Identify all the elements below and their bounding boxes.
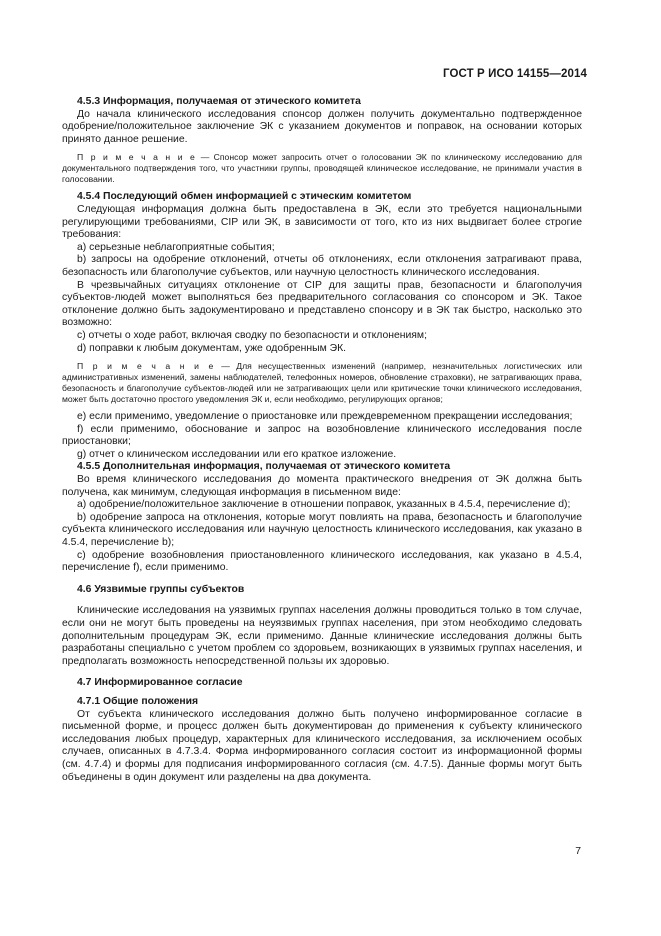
note-label: П р и м е ч а н и е [77,361,215,372]
section-4-5-4-intro: Следующая информация должна быть предоставлена в ЭК, если это требуется национальными регулирующими требованиями, CIP или ЭК, в зависимости от того, кто из них выдвигает более строгие требования: [62,203,582,241]
section-4-5-4-paragraph: В чрезвычайных ситуациях отклонение от CIP для защиты прав, безопасности и благополучия субъектов-людей может выполняться без предварительного согласования со спонсором и ЭК. Такое отклонение должно быть задокументировано и представлено спонсору и в ЭК так быстро, насколько это возможно: [62,279,582,329]
section-4-5-4-heading: 4.5.4 Последующий обмен информацией с этическим комитетом [77,191,412,203]
document-header: ГОСТ Р ИСО 14155—2014 [442,68,587,80]
section-4-5-5-heading: 4.5.5 Дополнительная информация, получаемая от этического комитета [77,461,451,473]
note-text: — Спонсор может запросить отчет о голосовании ЭК по клиническому исследованию для документального подтверждения того, что участники группы, проводящей клиническое исследование, не принимали участия в голосовании. [62,152,582,185]
section-4-7-1-heading: 4.7.1 Общие положения [77,695,199,707]
page-content [62,96,582,784]
section-4-7-heading: 4.7 Информированное согласие [77,677,243,689]
section-4-5-3-note [62,152,582,185]
page-number: 7 [575,846,581,857]
list-item-c: c) отчеты о ходе работ, включая сводку по безопасности и отклонениям; [77,329,427,341]
section-4-6-heading: 4.6 Уязвимые группы субъектов [77,583,245,595]
list-item-a: a) серьезные неблагоприятные события; [77,241,275,253]
list-item-c: c) одобрение возобновления приостановленного клинического исследования, как указано в 4.5.4, перечисление f), если применимо. [62,549,582,574]
list-item-b: b) запросы на одобрение отклонений, отчеты об отклонениях, если отклонения затрагивают права, безопасность или благополучие субъектов, или научную целостность клинического исследования. [62,254,582,278]
section-4-7-1-paragraph: От субъекта клинического исследования должно быть получено информированное согласие в письменной форме, и процесс должен быть документирован до применения к субъекту клинического исследования любых процедур, характерных для клинического исследования, за исключением особых случаев, описанных в 4.7.3.4. Форма информированного согласия состоит из информационной формы (см. 4.7.4) и формы для подписания информированного согласия (см. 4.7.5). Данные формы могут быть объединены в один документ или разделены на два документа. [62,708,582,783]
list-item-a: a) одобрение/положительное заключение в отношении поправок, указанных в 4.5.4, перечисление d); [77,499,571,511]
section-4-6-paragraph: Клинические исследования на уязвимых группах населения должны проводиться только в том случае, если они не могут быть проведены на неуязвимых группах населения, при этом необходимо следовать дополнительным процедурам ЭК, если применимо. Данные клинические исследования должны быть разработаны специально с учетом проблем со здоровьем, возникающих в уязвимых группах населения, и предполагать возможность непосредственной пользы их здоровью. [62,605,582,667]
list-item-f: f) если применимо, обоснование и запрос на возобновление клинического исследования после приостановки; [62,423,582,448]
section-4-5-5-intro: Во время клинического исследования до момента практического внедрения от ЭК должна быть получена, как минимум, следующая информация в письменном виде: [62,474,582,498]
list-item-d: d) поправки к любым документам, уже одобренным ЭК. [77,342,347,354]
list-item-e: e) если применимо, уведомление о приостановке или преждевременном прекращении исследования; [77,411,573,423]
list-item-b: b) одобрение запроса на отклонения, которые могут повлиять на права, безопасность и благополучие субъекта клинического исследования или научную целостность клинического исследования, как указано в 4.5.4, перечисление b); [62,511,582,549]
section-4-5-3-heading: 4.5.3 Информация, получаемая от этического комитета [77,96,361,107]
note-text: — Для несущественных изменений (например, незначительных логистических или административных изменений, замены наблюдателей, телефонных номеров, обновление страховки), не затрагивающих права, безопасность и благополучие субъектов-людей или не затрагивающих цели или критические точки клинического исследования, может быть достаточно простого уведомления ЭК и, если необходимо, регулирующих органов; [62,361,582,405]
section-4-5-3-paragraph: До начала клинического исследования спонсор должен получить документально подтвержденное одобрение/положительное заключение ЭК с указанием документов и поправок, на основании которых принято данное решение. [62,108,582,145]
section-4-5-4-note [62,361,582,405]
list-item-g: g) отчет о клиническом исследовании или его краткое изложение. [77,448,397,460]
note-label: П р и м е ч а н и е [77,152,197,163]
